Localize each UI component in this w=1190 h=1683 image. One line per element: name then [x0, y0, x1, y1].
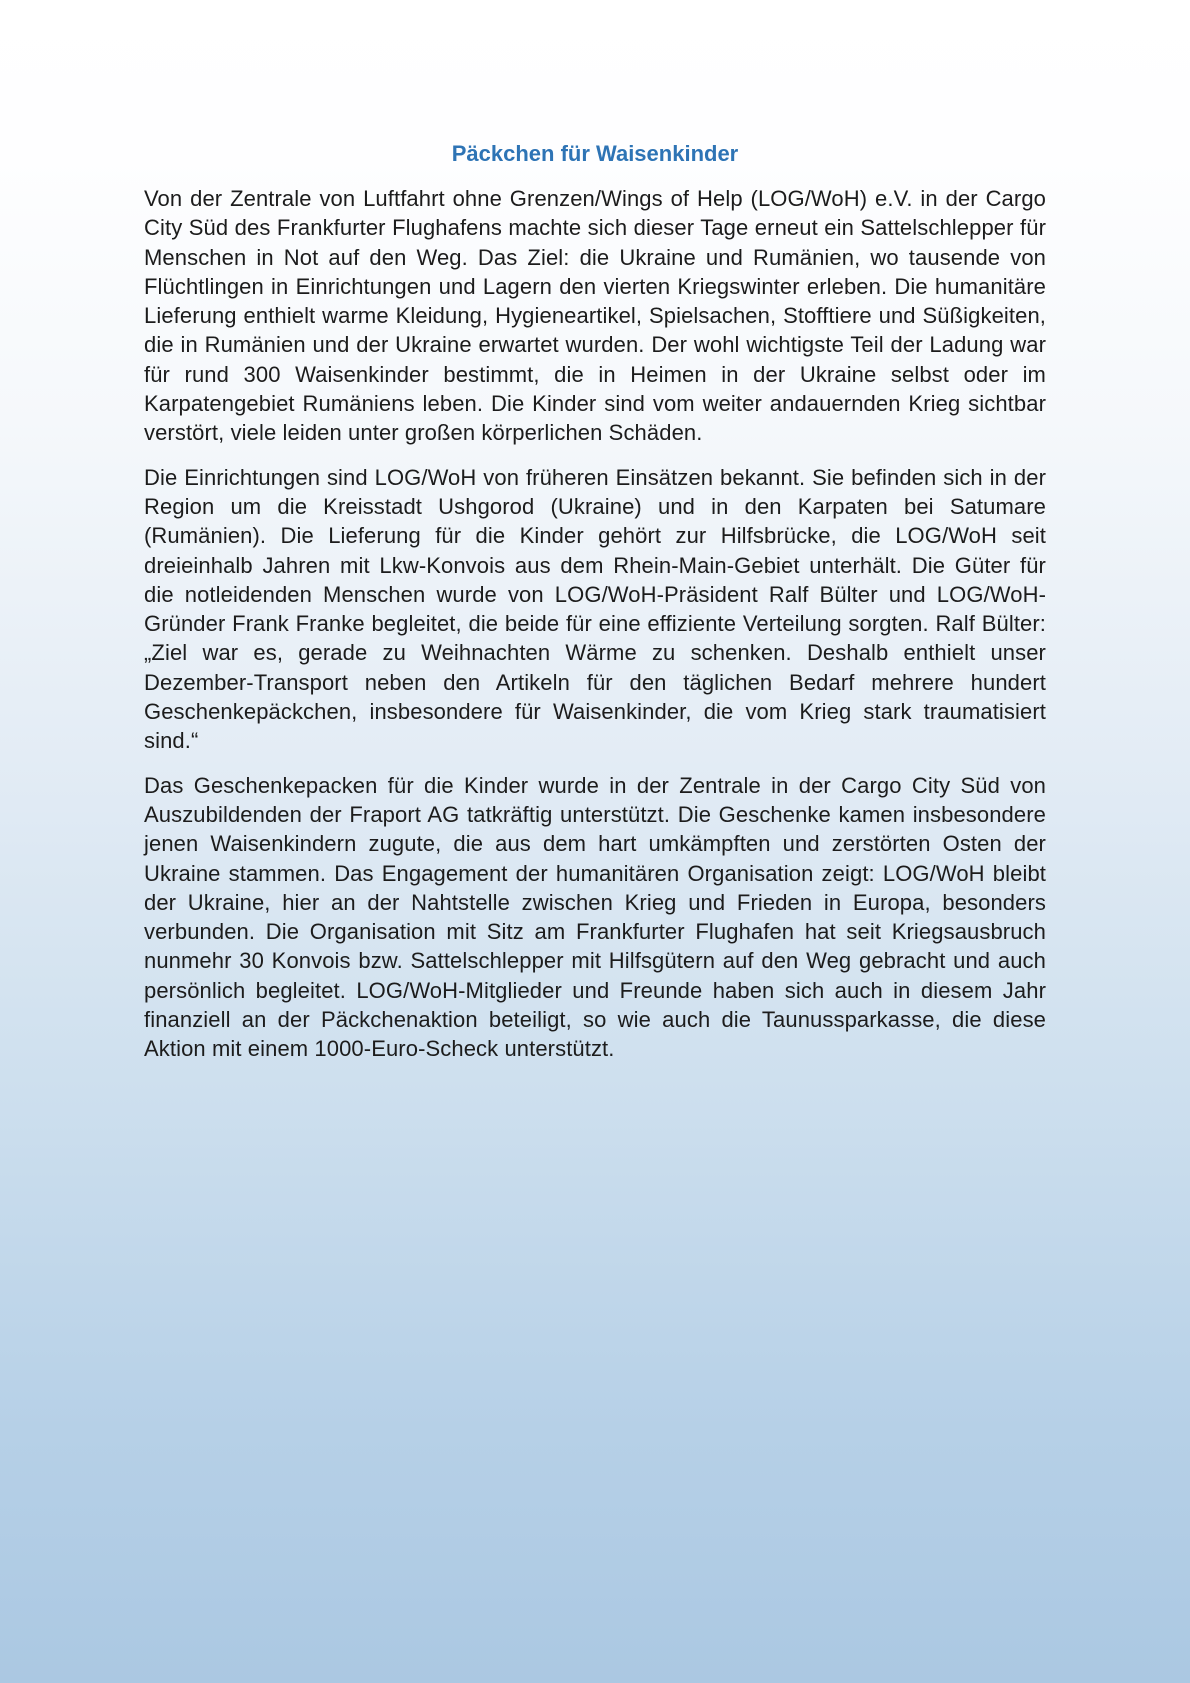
paragraph-3: Das Geschenkepacken für die Kinder wurde in der Zentrale in der Cargo City Süd von Auszubildenden der Fraport AG tatkräftig unterstützt. Die Geschenke kamen insbesondere jenen Waisenkindern zugute, die aus dem hart umkämpften und zerstörten Osten der Ukraine stammen. Das Engagement der humanitären Organisation zeigt: LOG/WoH bleibt der Ukraine, hier an der Nahtstelle zwischen Krieg und Frieden in Europa, besonders verbunden. Die Organisation mit Sitz am Frankfurter Flughafen hat seit Kriegsausbruch nunmehr 30 Konvois bzw. Sattelschlepper mit Hilfsgütern auf den Weg gebracht und auch persönlich begleitet. LOG/WoH-Mitglieder und Freunde haben sich auch in diesem Jahr finanziell an der Päckchenaktion beteiligt, so wie auch die Taunussparkasse, die diese Aktion mit einem 1000-Euro-Scheck unterstützt. [144, 772, 1046, 1062]
paragraph-1: Von der Zentrale von Luftfahrt ohne Grenzen/Wings of Help (LOG/WoH) e.V. in der Cargo City Süd des Frankfurter Flughafens machte sich dieser Tage erneut ein Sattelschlepper für Menschen in Not auf den Weg. Das Ziel: die Ukraine und Rumänien, wo tausende von Flüchtlingen in Einrichtungen und Lagern den vierten Kriegswinter erleben. Die humanitäre Lieferung enthielt warme Kleidung, Hygieneartikel, Spielsachen, Stofftiere und Süßigkeiten, die in Rumänien und der Ukraine erwartet wurden. Der wohl wichtigste Teil der Ladung war für rund 300 Waisenkinder bestimmt, die in Heimen in der Ukraine selbst oder im Karpatengebiet Rumäniens leben. Die Kinder sind vom weiter andauernden Krieg sichtbar verstört, viele leiden unter großen körperlichen Schäden. [144, 186, 1046, 446]
document-title: Päckchen für Waisenkinder [451, 141, 739, 166]
paragraph-2: Die Einrichtungen sind LOG/WoH von früheren Einsätzen bekannt. Sie befinden sich in der Region um die Kreisstadt Ushgorod (Ukraine) und in den Karpaten bei Satumare (Rumänien). Die Lieferung für die Kinder gehört zur Hilfsbrücke, die LOG/WoH seit dreieinhalb Jahren mit Lkw-Konvois aus dem Rhein-Main-Gebiet unterhält. Die Güter für die notleidenden Menschen wurde von LOG/WoH-Präsident Ralf Bülter und LOG/WoH-Gründer Frank Franke begleitet, die beide für eine effiziente Verteilung sorgten. Ralf Bülter: „Ziel war es, gerade zu Weihnachten Wärme zu schenken. Deshalb enthielt unser Dezember-Transport neben den Artikeln für den täglichen Bedarf mehrere hundert Geschenkepäckchen, insbesondere für Waisenkinder, die vom Krieg stark traumatisiert sind.“ [144, 464, 1046, 754]
